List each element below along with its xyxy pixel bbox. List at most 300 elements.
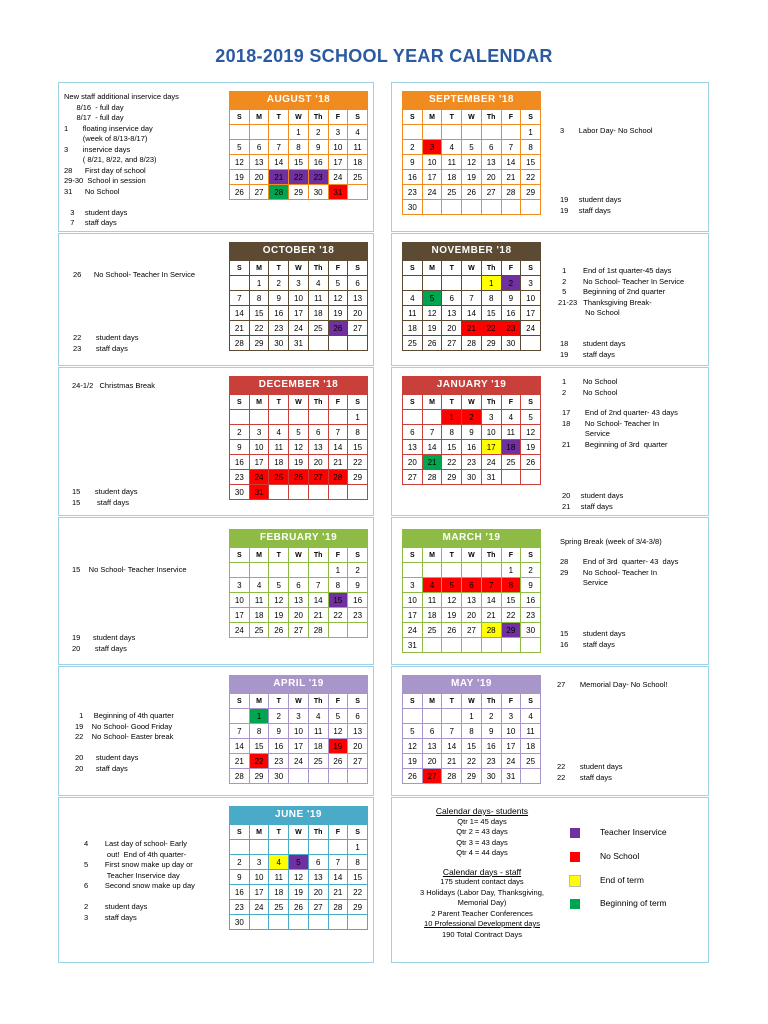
day-cell: 24 — [289, 754, 309, 769]
day-cell: 5 — [328, 276, 348, 291]
day-cell: 5 — [442, 578, 462, 593]
empty-cell — [481, 125, 501, 140]
day-cell: 5 — [521, 410, 541, 425]
day-cell: 14 — [442, 739, 462, 754]
note-line: 15 student days — [560, 629, 626, 638]
day-cell: 14 — [462, 306, 482, 321]
calendar-summary — [397, 806, 567, 940]
day-cell: 8 — [289, 140, 309, 155]
day-cell: 8 — [501, 578, 521, 593]
weekday-header: W — [462, 261, 482, 276]
note-line: 8/17 - full day — [64, 113, 124, 122]
note-line: Spring Break (week of 3/4-3/8) — [560, 537, 662, 546]
day-cell: 9 — [308, 140, 328, 155]
day-cell: 29 — [348, 900, 368, 915]
day-cell: 31 — [403, 638, 423, 653]
note-line: No School — [558, 308, 620, 317]
day-cell: 21 — [501, 170, 521, 185]
weekday-header: S — [403, 110, 423, 125]
note-line: Service — [560, 578, 608, 587]
weekday-header: S — [521, 694, 541, 709]
month-header: DECEMBER '18 — [229, 376, 368, 394]
day-cell: 22 — [501, 608, 521, 623]
empty-cell — [403, 563, 423, 578]
day-cell: 11 — [501, 425, 521, 440]
day-cell: 25 — [501, 455, 521, 470]
staff-heading: Calendar days - staff — [442, 866, 522, 877]
weekday-header: S — [521, 110, 541, 125]
day-cell: 27 — [289, 623, 309, 638]
day-cell: 7 — [230, 291, 250, 306]
empty-cell — [269, 485, 289, 500]
day-cell: 17 — [481, 440, 501, 455]
empty-cell — [348, 485, 368, 500]
day-cell: 5 — [403, 724, 423, 739]
day-cell: 2 — [230, 855, 250, 870]
day-cell: 6 — [442, 291, 462, 306]
day-cell: 26 — [289, 900, 309, 915]
quarter-line: Qtr 1= 45 days — [457, 816, 507, 826]
day-cell: 18 — [442, 170, 462, 185]
empty-cell — [348, 336, 368, 351]
note-line: 22 student days — [73, 333, 139, 342]
weekday-header: F — [501, 110, 521, 125]
month-grid — [229, 260, 368, 351]
empty-cell — [422, 276, 442, 291]
day-cell: 13 — [422, 739, 442, 754]
day-cell: 2 — [462, 410, 482, 425]
notes-october-days — [73, 333, 138, 354]
day-cell: 2 — [308, 125, 328, 140]
day-cell: 20 — [442, 321, 462, 336]
notes-may-days — [557, 762, 622, 783]
day-cell: 6 — [308, 855, 328, 870]
legend-label: No School — [600, 851, 640, 861]
day-cell: 1 — [521, 125, 541, 140]
day-cell: 27 — [422, 769, 442, 784]
month-header: JUNE '19 — [229, 806, 368, 824]
day-cell: 26 — [328, 321, 348, 336]
note-line: 20 student days — [562, 491, 624, 500]
day-cell: 28 — [442, 769, 462, 784]
day-cell: 17 — [249, 455, 269, 470]
weekday-header: T — [442, 261, 462, 276]
day-cell: 4 — [422, 578, 442, 593]
note-line: ( 8/21, 8/22, and 8/23) — [64, 155, 157, 164]
day-cell: 12 — [521, 425, 541, 440]
purple-swatch — [570, 828, 580, 838]
empty-cell — [442, 276, 462, 291]
note-line: 1 End of 1st quarter-45 days — [558, 266, 672, 275]
empty-cell — [348, 915, 368, 930]
day-cell: 7 — [481, 578, 501, 593]
day-cell: 25 — [269, 470, 289, 485]
empty-cell — [521, 200, 541, 215]
note-line: 20 staff days — [75, 763, 128, 773]
day-cell: 21 — [308, 608, 328, 623]
day-cell: 6 — [249, 140, 269, 155]
day-cell: 22 — [442, 455, 462, 470]
weekday-header: W — [289, 548, 309, 563]
day-cell: 10 — [249, 440, 269, 455]
empty-cell — [422, 709, 442, 724]
weekday-header: S — [230, 825, 250, 840]
note-line: 28 First day of school — [64, 165, 146, 175]
day-cell: 23 — [481, 754, 501, 769]
empty-cell — [230, 563, 250, 578]
day-cell: 1 — [442, 410, 462, 425]
notes-april — [75, 711, 174, 774]
empty-cell — [249, 563, 269, 578]
day-cell: 29 — [501, 623, 521, 638]
note-line: 19 staff days — [560, 205, 611, 215]
day-cell: 12 — [230, 155, 250, 170]
weekday-header: T — [269, 548, 289, 563]
weekday-header: S — [521, 395, 541, 410]
day-cell: 4 — [403, 291, 423, 306]
day-cell: 27 — [403, 470, 423, 485]
day-cell: 30 — [403, 200, 423, 215]
weekday-header: F — [328, 825, 348, 840]
red-swatch — [570, 852, 580, 862]
day-cell: 24 — [422, 185, 442, 200]
day-cell: 19 — [422, 321, 442, 336]
empty-cell — [289, 410, 309, 425]
day-cell: 16 — [308, 155, 328, 170]
empty-cell — [230, 410, 250, 425]
legend-label: Beginning of term — [600, 898, 667, 908]
day-cell: 9 — [269, 291, 289, 306]
day-cell: 11 — [269, 440, 289, 455]
day-cell: 4 — [521, 709, 541, 724]
note-line: 2 No School- Teacher In Service — [558, 276, 685, 286]
weekday-header: F — [328, 548, 348, 563]
weekday-header: M — [422, 694, 442, 709]
month-header: APRIL '19 — [229, 675, 368, 693]
day-cell: 12 — [289, 870, 309, 885]
day-cell: 29 — [481, 336, 501, 351]
empty-cell — [328, 623, 348, 638]
day-cell: 3 — [289, 709, 309, 724]
day-cell: 24 — [328, 170, 348, 185]
month-grid — [402, 109, 541, 215]
day-cell: 14 — [328, 440, 348, 455]
day-cell: 19 — [269, 608, 289, 623]
note-line: 29-30 School in session — [64, 176, 146, 185]
day-cell: 6 — [403, 425, 423, 440]
month-calendar-february — [229, 529, 368, 638]
note-line: 20 staff days — [72, 643, 127, 653]
quarter-line: Qtr 2 = 43 days — [456, 827, 508, 836]
month-calendar-april — [229, 675, 368, 784]
note-line: 15 staff days — [72, 497, 129, 507]
empty-cell — [249, 840, 269, 855]
empty-cell — [462, 563, 482, 578]
day-cell: 28 — [481, 623, 501, 638]
day-cell: 8 — [249, 724, 269, 739]
day-cell: 18 — [249, 608, 269, 623]
day-cell: 20 — [249, 170, 269, 185]
day-cell: 28 — [230, 769, 250, 784]
day-cell: 24 — [289, 321, 309, 336]
day-cell: 24 — [521, 321, 541, 336]
staff-line: 175 student contact days — [440, 877, 524, 886]
day-cell: 22 — [348, 885, 368, 900]
empty-cell — [422, 410, 442, 425]
day-cell: 3 — [521, 276, 541, 291]
day-cell: 5 — [269, 578, 289, 593]
weekday-header: S — [403, 261, 423, 276]
day-cell: 21 — [422, 455, 442, 470]
day-cell: 19 — [521, 440, 541, 455]
day-cell: 23 — [269, 754, 289, 769]
day-cell: 12 — [328, 724, 348, 739]
day-cell: 15 — [462, 739, 482, 754]
weekday-header: Th — [481, 261, 501, 276]
day-cell: 18 — [348, 155, 368, 170]
empty-cell — [501, 638, 521, 653]
day-cell: 20 — [481, 170, 501, 185]
empty-cell — [230, 709, 250, 724]
weekday-header: T — [442, 694, 462, 709]
day-cell: 23 — [348, 608, 368, 623]
day-cell: 15 — [501, 593, 521, 608]
day-cell: 23 — [308, 170, 328, 185]
note-line: 19 staff days — [560, 349, 615, 359]
quarter-line: Qtr 3 = 43 days — [456, 837, 508, 847]
note-line: 22 staff days — [557, 772, 612, 782]
day-cell: 3 — [403, 578, 423, 593]
empty-cell — [289, 915, 309, 930]
weekday-header: F — [501, 694, 521, 709]
day-cell: 4 — [269, 855, 289, 870]
note-line: 29 No School- Teacher In — [560, 567, 657, 577]
day-cell: 12 — [422, 306, 442, 321]
day-cell: 15 — [289, 155, 309, 170]
empty-cell — [442, 125, 462, 140]
notes-january-quarter — [562, 408, 678, 450]
note-line: 5 Beginning of 2nd quarter — [558, 287, 666, 296]
month-grid — [229, 693, 368, 784]
note-line: 27 Memorial Day- No School! — [557, 680, 668, 689]
day-cell: 13 — [481, 155, 501, 170]
day-cell: 25 — [348, 170, 368, 185]
empty-cell — [269, 410, 289, 425]
empty-cell — [308, 769, 328, 784]
day-cell: 1 — [289, 125, 309, 140]
day-cell: 12 — [328, 291, 348, 306]
day-cell: 4 — [501, 410, 521, 425]
weekday-header: Th — [308, 694, 328, 709]
day-cell: 8 — [328, 578, 348, 593]
day-cell: 10 — [289, 291, 309, 306]
day-cell: 26 — [328, 754, 348, 769]
legend-label: Teacher Inservice — [600, 827, 667, 837]
weekday-header: Th — [481, 395, 501, 410]
weekday-header: S — [348, 825, 368, 840]
day-cell: 7 — [308, 578, 328, 593]
day-cell: 8 — [348, 425, 368, 440]
note-line: 4 Last day of school- Early — [84, 839, 187, 848]
weekday-header: S — [348, 548, 368, 563]
day-cell: 17 — [403, 608, 423, 623]
day-cell: 8 — [348, 855, 368, 870]
day-cell: 18 — [269, 885, 289, 900]
day-cell: 15 — [348, 440, 368, 455]
day-cell: 4 — [269, 425, 289, 440]
empty-cell — [328, 840, 348, 855]
green-swatch — [570, 899, 580, 909]
day-cell: 6 — [481, 140, 501, 155]
notes-may-events — [557, 680, 667, 691]
day-cell: 1 — [348, 410, 368, 425]
weekday-header: Th — [308, 261, 328, 276]
note-line: Teacher Inservice day — [84, 870, 180, 880]
day-cell: 9 — [501, 291, 521, 306]
notes-march-events — [560, 557, 678, 589]
empty-cell — [481, 563, 501, 578]
month-grid — [402, 547, 541, 653]
day-cell: 27 — [462, 623, 482, 638]
day-cell: 7 — [328, 855, 348, 870]
empty-cell — [422, 563, 442, 578]
day-cell: 13 — [348, 291, 368, 306]
students-heading: Calendar days- students — [435, 806, 529, 816]
day-cell: 25 — [269, 900, 289, 915]
day-cell: 3 — [328, 125, 348, 140]
empty-cell — [403, 125, 423, 140]
day-cell: 5 — [328, 709, 348, 724]
total-days-line: 190 Total Contract Days — [442, 929, 522, 939]
note-line: 22 student days — [557, 762, 623, 771]
weekday-header: T — [269, 825, 289, 840]
note-line: 2 student days — [84, 902, 148, 911]
empty-cell — [521, 336, 541, 351]
empty-cell — [289, 485, 309, 500]
day-cell: 10 — [230, 593, 250, 608]
day-cell: 31 — [481, 470, 501, 485]
day-cell: 20 — [308, 885, 328, 900]
day-cell: 15 — [348, 870, 368, 885]
day-cell: 1 — [249, 709, 269, 724]
day-cell: 16 — [501, 306, 521, 321]
day-cell: 1 — [348, 840, 368, 855]
note-line: (week of 8/13-8/17) — [64, 134, 148, 143]
day-cell: 22 — [462, 754, 482, 769]
day-cell: 7 — [442, 724, 462, 739]
day-cell: 23 — [269, 321, 289, 336]
day-cell: 19 — [462, 170, 482, 185]
day-cell: 20 — [422, 754, 442, 769]
day-cell: 22 — [289, 170, 309, 185]
day-cell: 14 — [230, 739, 250, 754]
day-cell: 21 — [230, 321, 250, 336]
weekday-header: Th — [308, 825, 328, 840]
day-cell: 2 — [230, 425, 250, 440]
day-cell: 16 — [269, 739, 289, 754]
day-cell: 1 — [328, 563, 348, 578]
day-cell: 3 — [249, 425, 269, 440]
day-cell: 20 — [289, 608, 309, 623]
day-cell: 8 — [442, 425, 462, 440]
month-header: MARCH '19 — [402, 529, 541, 547]
day-cell: 18 — [521, 739, 541, 754]
empty-cell — [328, 915, 348, 930]
day-cell: 2 — [521, 563, 541, 578]
empty-cell — [481, 638, 501, 653]
day-cell: 13 — [308, 440, 328, 455]
weekday-header: M — [249, 261, 269, 276]
day-cell: 10 — [481, 425, 501, 440]
day-cell: 8 — [481, 291, 501, 306]
day-cell: 12 — [442, 593, 462, 608]
note-line: 31 No School — [64, 186, 120, 196]
day-cell: 10 — [328, 140, 348, 155]
day-cell: 17 — [328, 155, 348, 170]
day-cell: 11 — [249, 593, 269, 608]
day-cell: 22 — [249, 754, 269, 769]
empty-cell — [462, 125, 482, 140]
empty-cell — [442, 709, 462, 724]
empty-cell — [308, 410, 328, 425]
day-cell: 9 — [230, 440, 250, 455]
weekday-header: F — [501, 261, 521, 276]
staff-line: 2 Parent Teacher Conferences — [431, 908, 533, 918]
weekday-header: W — [289, 110, 309, 125]
day-cell: 9 — [269, 724, 289, 739]
day-cell: 5 — [422, 291, 442, 306]
day-cell: 13 — [403, 440, 423, 455]
empty-cell — [422, 638, 442, 653]
month-calendar-january — [402, 376, 541, 485]
day-cell: 23 — [230, 900, 250, 915]
yellow-swatch — [570, 876, 580, 886]
day-cell: 30 — [462, 470, 482, 485]
day-cell: 16 — [269, 306, 289, 321]
day-cell: 27 — [249, 185, 269, 200]
day-cell: 11 — [403, 306, 423, 321]
day-cell: 30 — [269, 336, 289, 351]
day-cell: 17 — [501, 739, 521, 754]
day-cell: 16 — [230, 885, 250, 900]
day-cell: 6 — [462, 578, 482, 593]
weekday-header: W — [289, 261, 309, 276]
empty-cell — [289, 840, 309, 855]
note-line: 16 staff days — [560, 639, 615, 649]
notes-september-events — [560, 126, 653, 137]
day-cell: 3 — [230, 578, 250, 593]
day-cell: 13 — [249, 155, 269, 170]
day-cell: 24 — [403, 623, 423, 638]
empty-cell — [308, 915, 328, 930]
notes-october-events — [73, 270, 195, 281]
day-cell: 21 — [462, 321, 482, 336]
day-cell: 22 — [348, 455, 368, 470]
weekday-header: W — [289, 395, 309, 410]
day-cell: 16 — [481, 739, 501, 754]
day-cell: 24 — [249, 900, 269, 915]
day-cell: 14 — [230, 306, 250, 321]
notes-november-events — [558, 266, 684, 319]
empty-cell — [308, 485, 328, 500]
note-line: 18 student days — [560, 339, 626, 348]
month-grid — [229, 109, 368, 200]
note-line: 8/16 - full day — [64, 102, 124, 112]
day-cell: 25 — [521, 754, 541, 769]
weekday-header: M — [422, 110, 442, 125]
day-cell: 20 — [348, 306, 368, 321]
day-cell: 14 — [269, 155, 289, 170]
